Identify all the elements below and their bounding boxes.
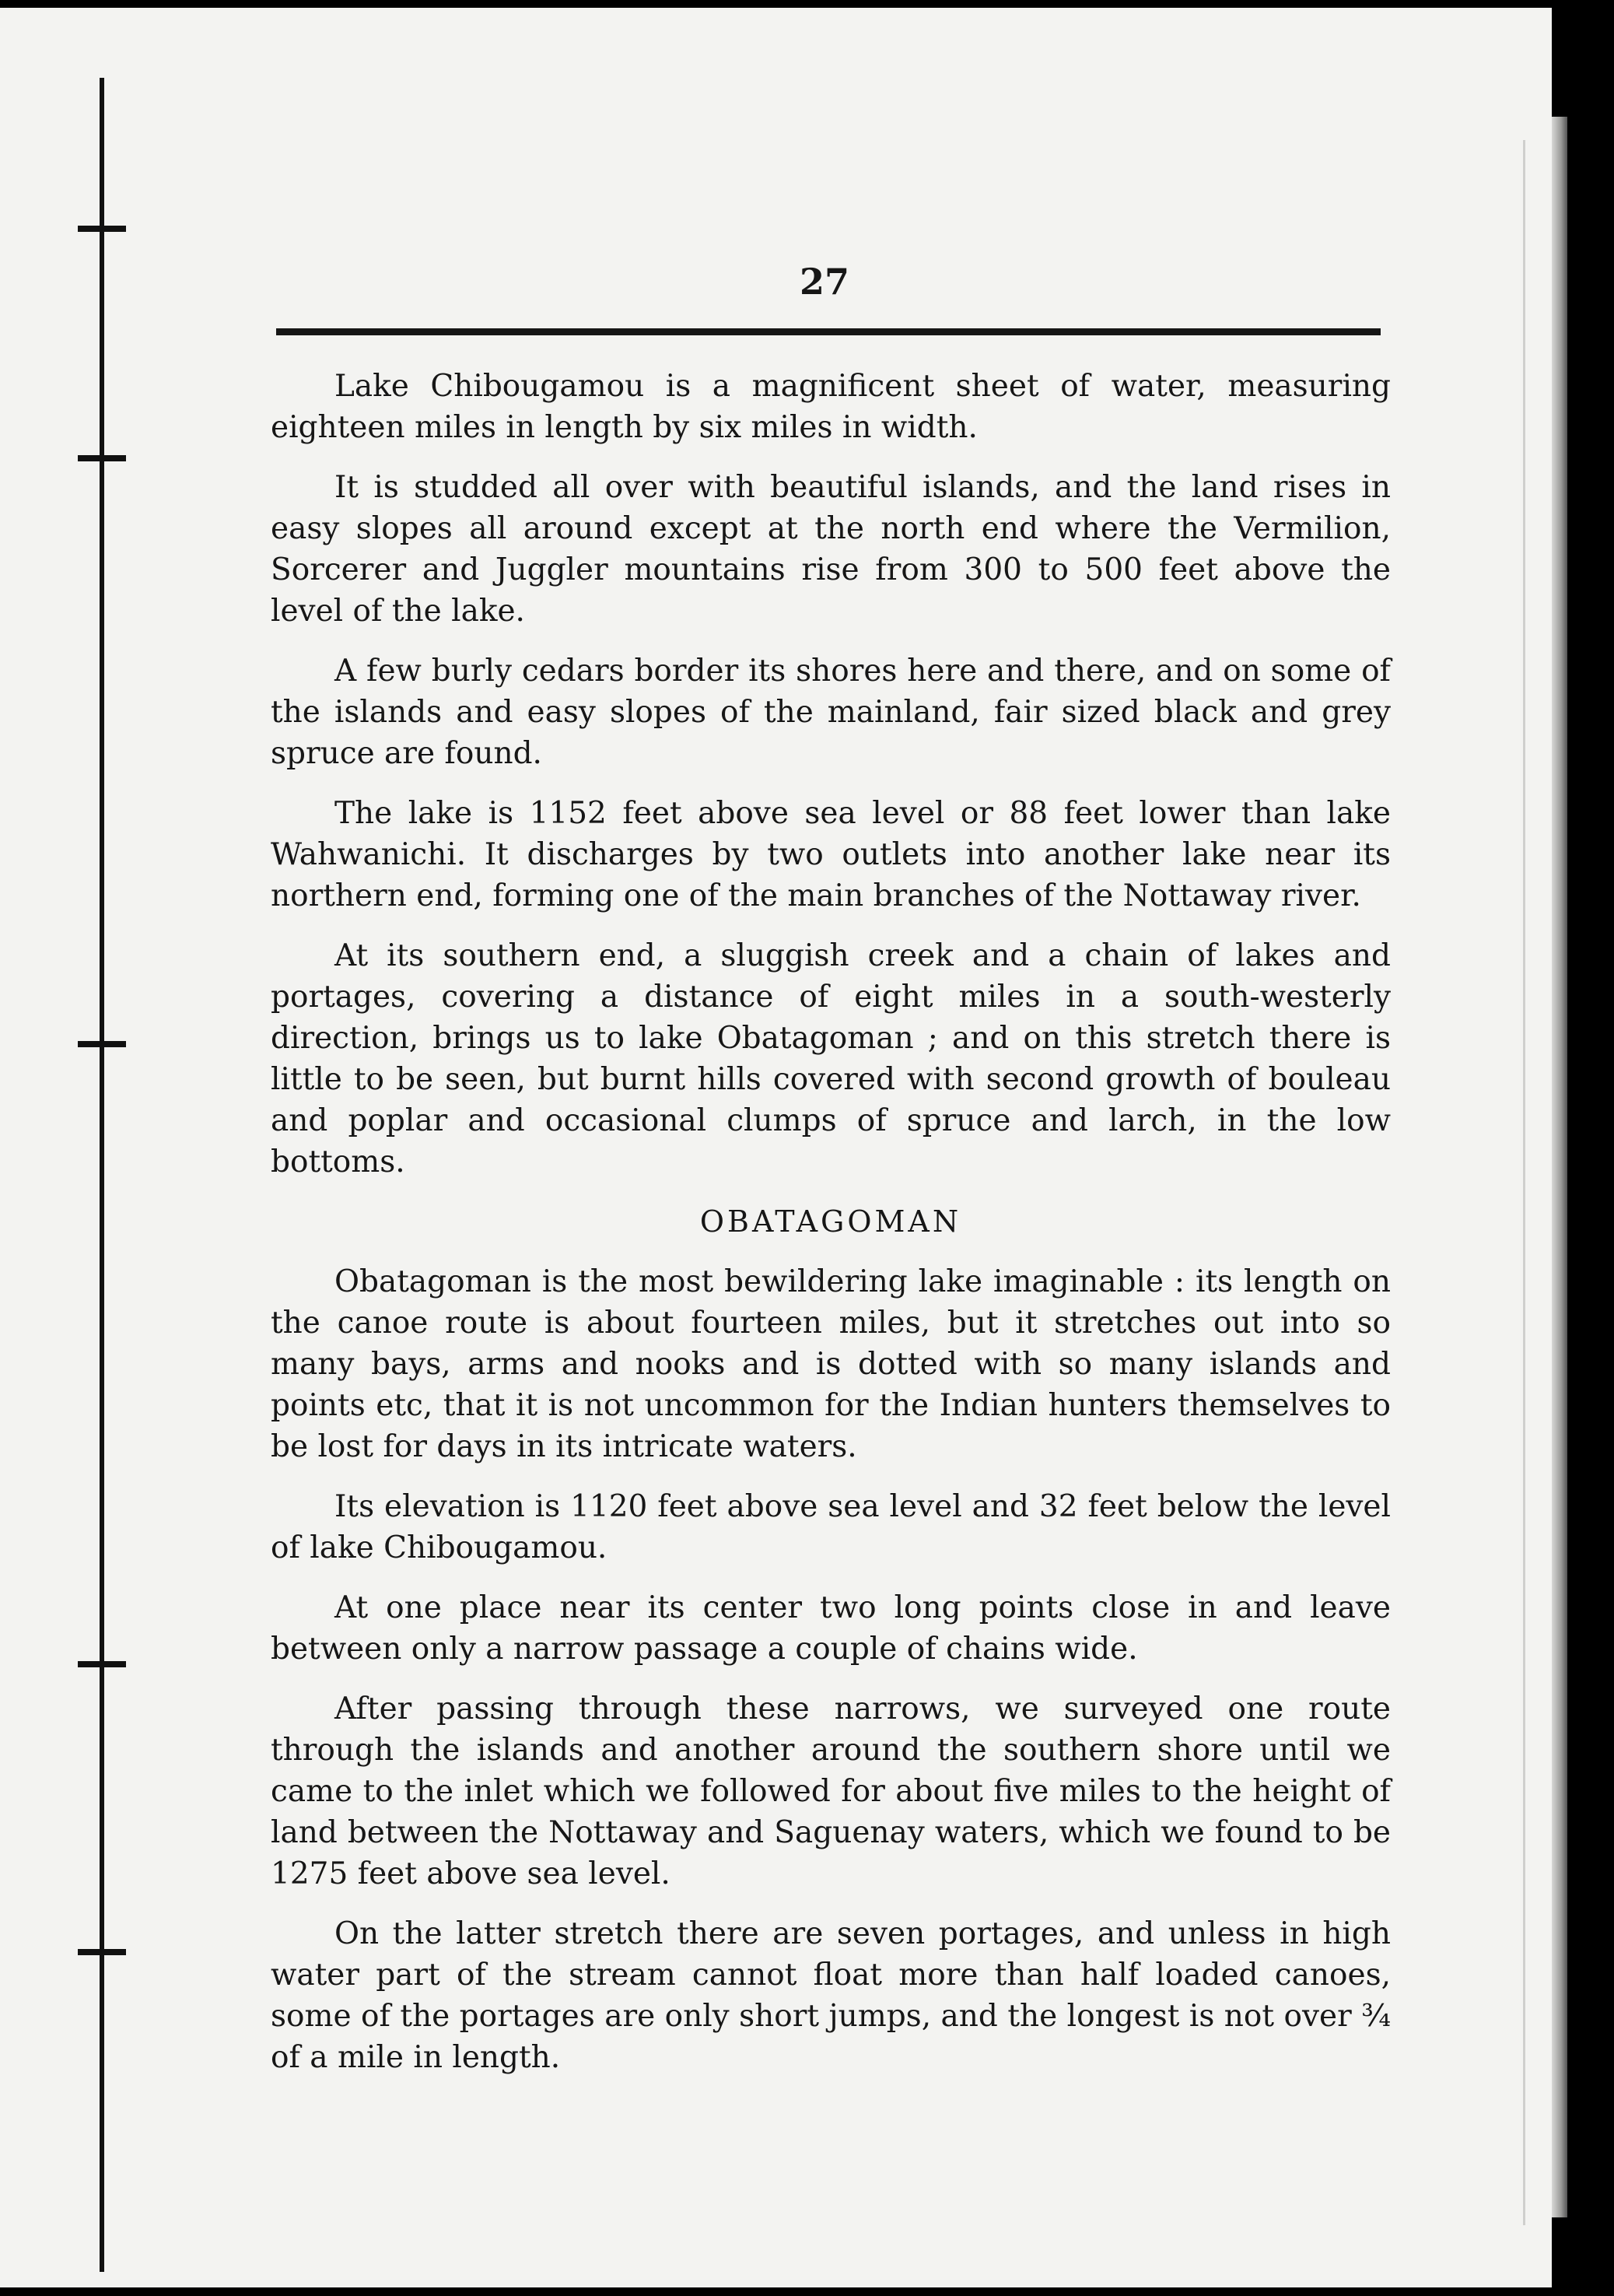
paragraph: A few burly cedars border its shores here and there, and on some of the islands and easy slopes of the mainland, fair sized black and grey spruce are found. bbox=[271, 654, 1391, 771]
paragraph: After passing through these narrows, we surveyed one route through the islands and another around the southern shore until we came to the inlet which we followed for about five miles to the height of land between the Nottaway and Saguenay waters, which we found to be 1275 feet above sea level. bbox=[271, 1691, 1391, 1891]
paragraph: Its elevation is 1120 feet above sea level and 32 feet below the level of lake Chibougamou. bbox=[271, 1489, 1391, 1565]
page-number: 27 bbox=[799, 261, 849, 303]
binding-tick bbox=[78, 1041, 126, 1047]
header-rule bbox=[276, 328, 1381, 335]
paragraph: At one place near its center two long points close in and leave between only a narrow passage a couple of chains wide. bbox=[271, 1590, 1391, 1667]
binding-tick bbox=[78, 455, 126, 461]
section-heading: OBATAGOMAN bbox=[699, 1204, 962, 1239]
binding-tick bbox=[78, 226, 126, 232]
page-fold-shadow bbox=[1552, 117, 1567, 2217]
paragraph: The lake is 1152 feet above sea level or 88 feet lower than lake Wahwanichi. It discharges by two outlets into another lake near its northern end, forming one of the main branches of the Nottaway river. bbox=[271, 796, 1391, 913]
paragraph: Lake Chibougamou is a magnificent sheet of water, measuring eighteen miles in length by six miles in width. bbox=[271, 369, 1391, 445]
binding-tick bbox=[78, 1661, 126, 1667]
page-edge-line bbox=[1523, 140, 1525, 2225]
body-text bbox=[271, 366, 1391, 2097]
paragraph: At its southern end, a sluggish creek and a chain of lakes and portages, covering a distance of eight miles in a south-westerly direction, brings us to lake Obatagoman ; and on this stretch there is little to be seen, but burnt hills covered with second growth of bouleau and poplar and occasional clumps of spruce and larch, in the low bottoms. bbox=[271, 938, 1391, 1180]
binding-tick bbox=[78, 1949, 126, 1955]
scanned-page bbox=[0, 8, 1552, 2287]
binding-line bbox=[100, 78, 104, 2272]
paragraph: On the latter stretch there are seven portages, and unless in high water part of the stream cannot float more than half loaded canoes, some of the portages are only short jumps, and the longest is not over ¾ of a mile in length. bbox=[271, 1916, 1391, 2075]
paragraph: It is studded all over with beautiful islands, and the land rises in easy slopes all around except at the north end where the Vermilion, Sorcerer and Juggler mountains rise from 300 to 500 feet above the level of the lake. bbox=[271, 470, 1391, 629]
paragraph: Obatagoman is the most bewildering lake imaginable : its length on the canoe route is about fourteen miles, but it stretches out into so many bays, arms and nooks and is dotted with so many islands and points etc, that it is not uncommon for the Indian hunters themselves to be lost for days in its intricate waters. bbox=[271, 1264, 1391, 1464]
